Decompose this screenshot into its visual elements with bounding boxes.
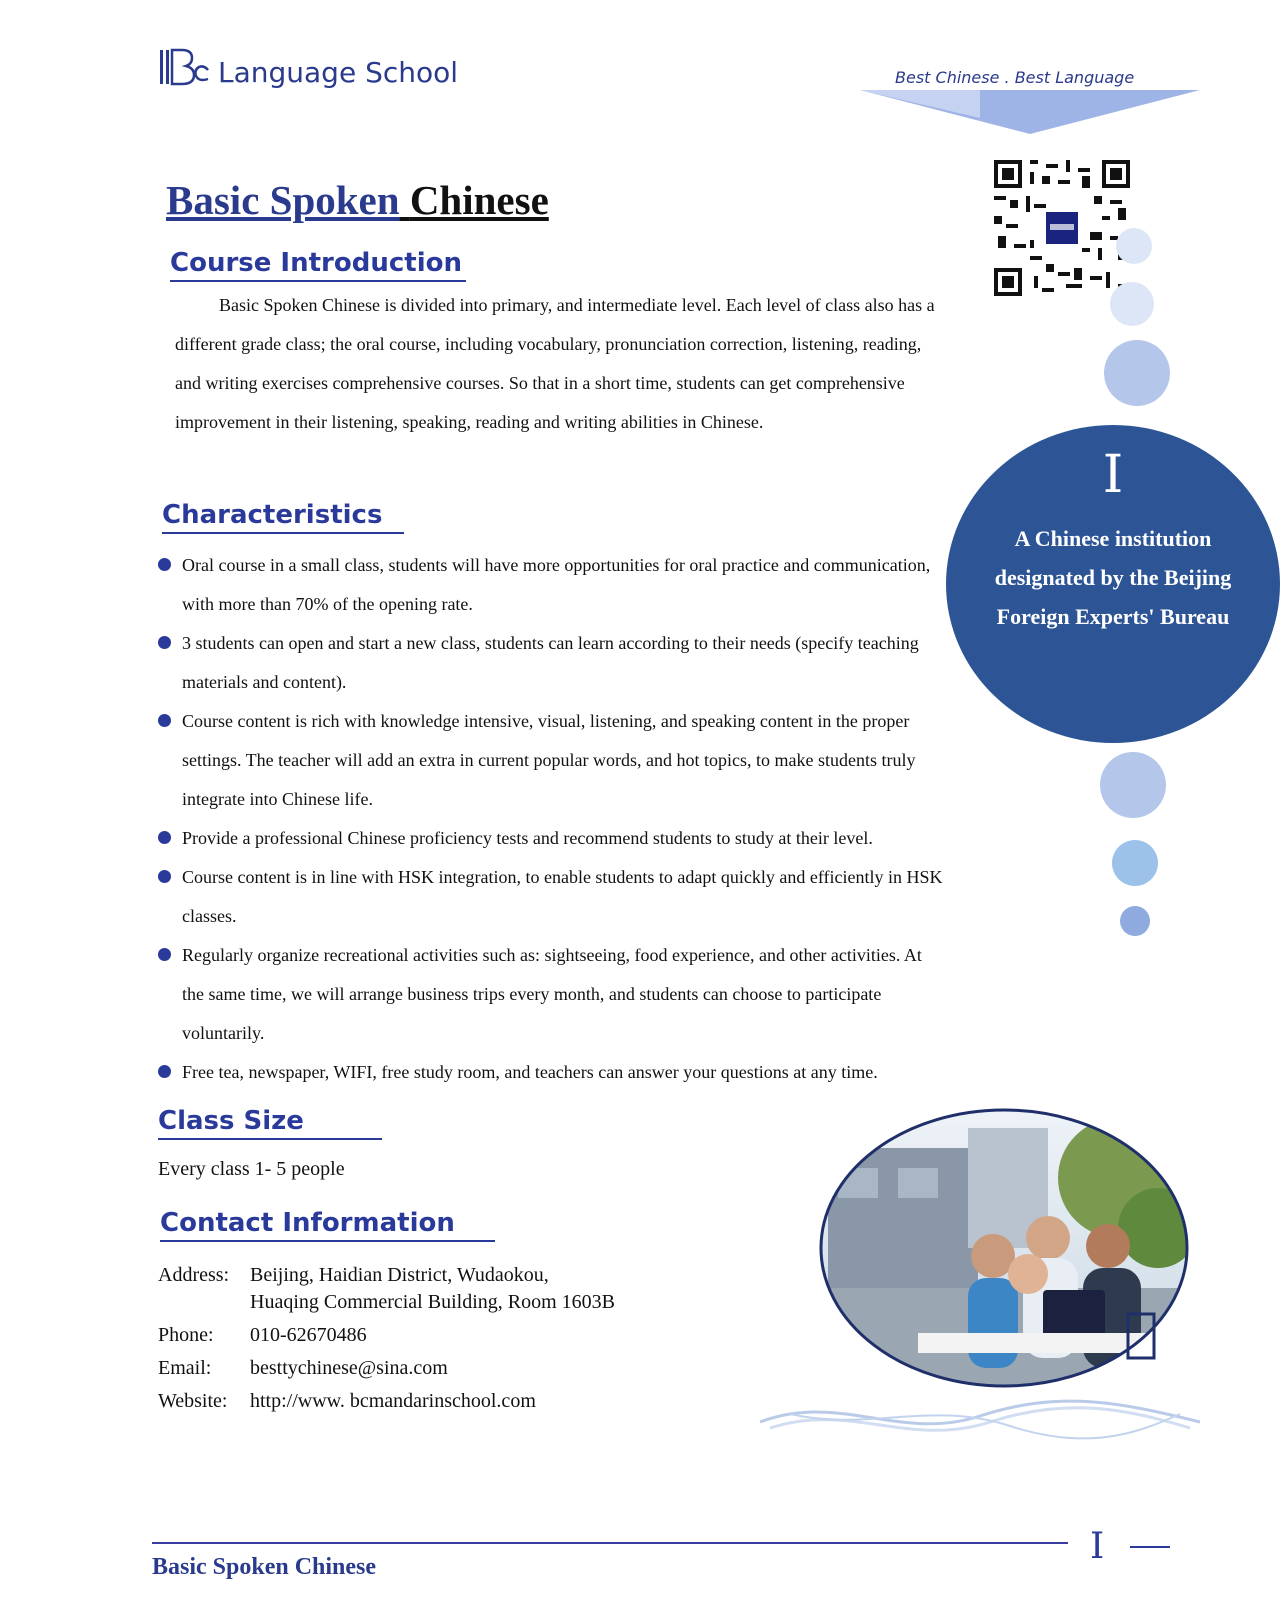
contact-table bbox=[158, 1262, 615, 1421]
banner-arrow bbox=[860, 88, 1200, 136]
list-item: Regularly organize recreational activities such as: sightseeing, food experience, and other activities. At the same time, we will arrange business trips every month, and students can choose to participate voluntarily. bbox=[158, 936, 948, 1053]
list-item: Course content is rich with knowledge intensive, visual, listening, and speaking content in the proper settings. The teacher will add an extra in current popular words, and hot topics, to make students truly integrate into Chinese life. bbox=[158, 702, 948, 819]
decor-circle-4 bbox=[1100, 752, 1166, 818]
decorative-wave bbox=[760, 1392, 1200, 1444]
phone-label: Phone: bbox=[158, 1324, 214, 1346]
school-name: Language School bbox=[218, 56, 459, 89]
institution-badge bbox=[946, 425, 1280, 743]
characteristics-list bbox=[158, 546, 948, 1092]
page-title bbox=[166, 176, 549, 224]
website-link[interactable]: http://www. bcmandarinschool.com bbox=[250, 1390, 536, 1412]
intro-text: Basic Spoken Chinese is divided into primary, and intermediate level. Each level of class also has a different grade class; the oral course, including vocabulary, pronunciation correction, listening, reading, and writing exercises comprehensive courses. So that in a short time, students can get comprehensive improvement in their listening, speaking, reading and writing abilities in Chinese. bbox=[175, 295, 935, 432]
contact-heading: Contact Information bbox=[160, 1208, 495, 1242]
badge-text: A Chinese institution designated by the Beijing Foreign Experts' Bureau bbox=[994, 526, 1232, 629]
bullet-icon bbox=[158, 636, 171, 649]
tagline: Best Chinese . Best Language bbox=[895, 68, 1135, 87]
footer-dash bbox=[1130, 1546, 1170, 1548]
list-item: Provide a professional Chinese proficiency tests and recommend students to study at their level. bbox=[158, 819, 948, 858]
decor-circle-3 bbox=[1104, 340, 1170, 406]
bullet-icon bbox=[158, 948, 171, 961]
qr-code[interactable] bbox=[994, 160, 1130, 296]
bullet-icon bbox=[158, 714, 171, 727]
page-number: I bbox=[1090, 1526, 1105, 1567]
decor-circle-6 bbox=[1120, 906, 1150, 936]
class-size-text: Every class 1- 5 people bbox=[158, 1158, 345, 1180]
students-photo bbox=[818, 1108, 1190, 1392]
footer-title: Basic Spoken Chinese bbox=[152, 1554, 377, 1580]
website-label: Website: bbox=[158, 1390, 228, 1412]
address-value: Beijing, Haidian District, Wudaokou, Huaqing Commercial Building, Room 1603B bbox=[250, 1264, 615, 1313]
class-size-heading: Class Size bbox=[158, 1106, 382, 1140]
title-part-1: Basic Spoken bbox=[166, 177, 400, 223]
bullet-icon bbox=[158, 870, 171, 883]
footer-divider bbox=[152, 1542, 1068, 1544]
address-label: Address: bbox=[158, 1264, 230, 1286]
school-logo-icon bbox=[160, 48, 210, 86]
decor-circle-2 bbox=[1110, 282, 1154, 326]
title-part-2 bbox=[400, 177, 549, 223]
bullet-icon bbox=[158, 831, 171, 844]
list-item: Oral course in a small class, students will have more opportunities for oral practice and communication, with more than 70% of the opening rate. bbox=[158, 546, 948, 624]
email-link[interactable]: besttychinese@sina.com bbox=[250, 1357, 448, 1379]
bullet-icon bbox=[158, 1065, 171, 1078]
email-label: Email: bbox=[158, 1357, 212, 1379]
title-part-2-text: Chinese bbox=[409, 177, 549, 223]
badge-numeral: I bbox=[1102, 445, 1124, 505]
list-item: Free tea, newspaper, WIFI, free study room, and teachers can answer your questions at any time. bbox=[158, 1053, 948, 1092]
list-item: Course content is in line with HSK integration, to enable students to adapt quickly and efficiently in HSK classes. bbox=[158, 858, 948, 936]
decor-circle-5 bbox=[1112, 840, 1158, 886]
phone-value[interactable]: 010-62670486 bbox=[250, 1324, 367, 1346]
characteristics-heading: Characteristics bbox=[162, 500, 404, 534]
list-item: 3 students can open and start a new class, students can learn according to their needs (specify teaching materials and content). bbox=[158, 624, 948, 702]
decor-circle-1 bbox=[1116, 228, 1152, 264]
bullet-icon bbox=[158, 558, 171, 571]
intro-heading: Course Introduction bbox=[170, 248, 466, 282]
